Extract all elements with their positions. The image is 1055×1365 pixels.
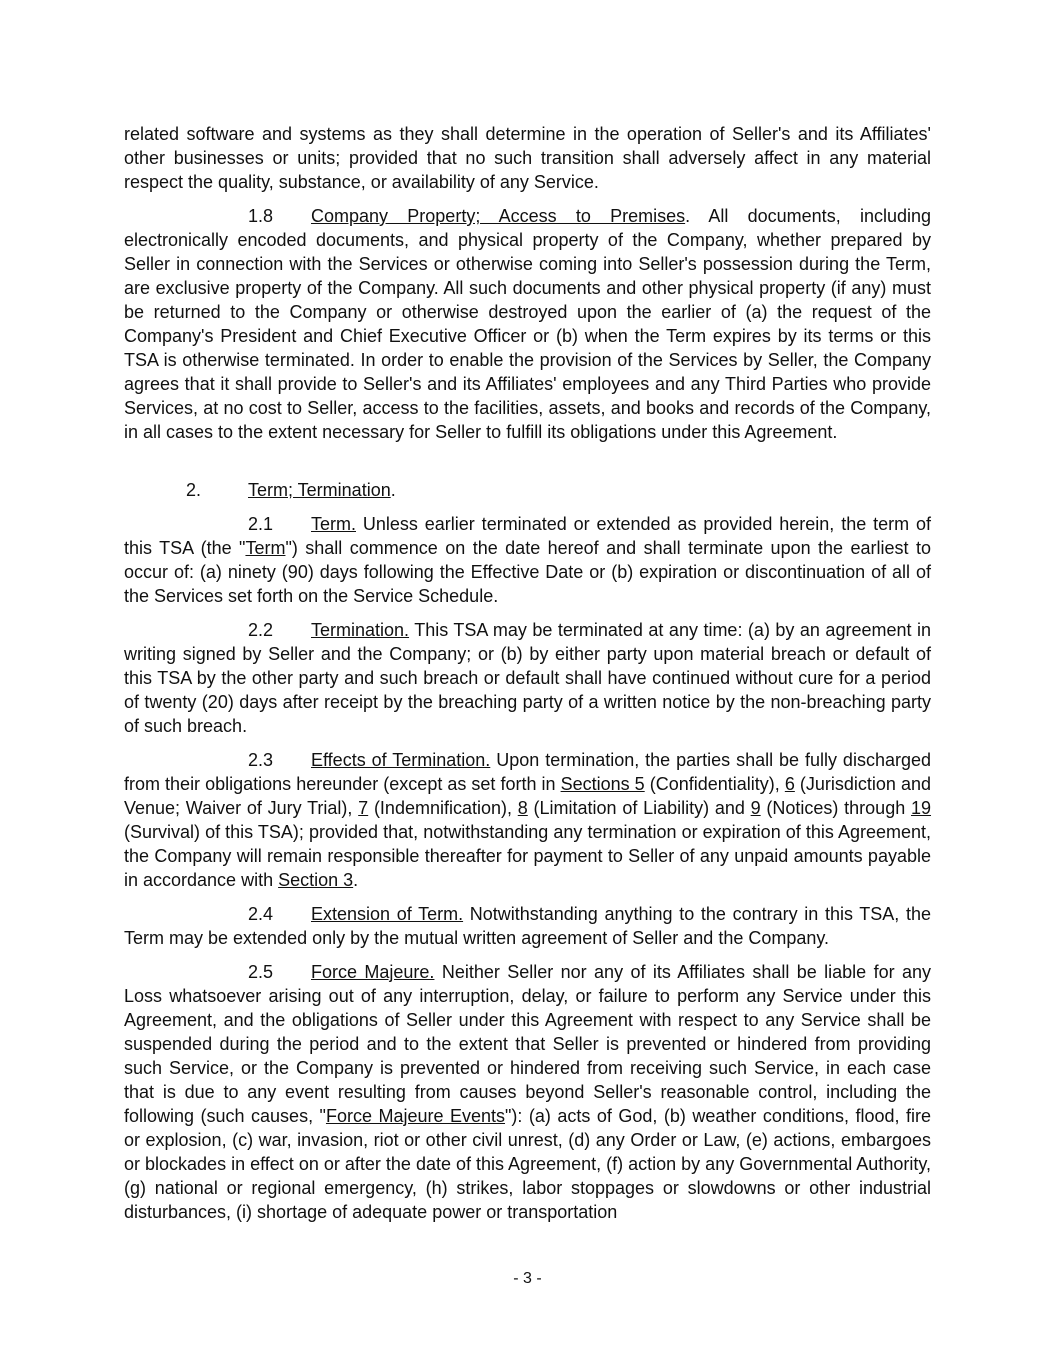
- section-2-3: 2.3 Effects of Termination. Upon termination, the parties shall be fully discharged from their obligations hereunder (except as set forth in Sections 5 (Confidentiality), 6 (Jurisdiction and Venue; Waiver of Jury Trial), 7 (Indemnification), 8 (Limitation of Liability) and 9 (Notices) through 19 (Survival) of this TSA); provided that, notwithstanding any termination or expiration of this Agreement, the Company will remain responsible thereafter for payment to Seller of any unpaid amounts payable in accordance with Section 3.: [124, 750, 932, 890]
- continued-paragraph: related software and systems as they shall determine in the operation of Seller's and its Affiliates' other businesses or units; provided that no such transition shall adversely affect in any material respect the quality, substance, or availability of any Service.: [124, 124, 931, 192]
- section-number: 2.1: [248, 514, 274, 534]
- document-page: [124, 122, 931, 1234]
- section-title: Term.: [311, 514, 356, 534]
- section-number: 2.4: [248, 904, 274, 924]
- section-2-1: 2.1 Term. Unless earlier terminated or extended as provided herein, the term of this TSA (the "Term") shall commence on the date hereof and shall terminate upon the earliest to occur of: (a) ninety (90) days following the Effective Date or (b) expiration or discontinuation of all of the Services set forth on the Service Schedule.: [124, 514, 932, 606]
- heading-title: Term; Termination: [248, 480, 391, 500]
- section-number: 2.3: [248, 750, 274, 770]
- cross-reference: 19: [910, 798, 932, 818]
- section-2-2: 2.2 Termination. This TSA may be terminated at any time: (a) by an agreement in writing signed by Seller and the Company; or (b) by either party upon material breach or default of this TSA by the other party and such breach or default shall have continued without cure for a period of twenty (20) days after receipt by the breaching party of a written notice by the non-breaching party of such breach.: [124, 620, 931, 736]
- cross-reference: 9: [750, 798, 761, 818]
- section-number: 2.5: [248, 962, 274, 982]
- section-2-4: 2.4 Extension of Term. Notwithstanding anything to the contrary in this TSA, the Term may be extended only by the mutual written agreement of Seller and the Company.: [124, 904, 931, 948]
- section-title: Effects of Termination.: [311, 750, 491, 770]
- cross-reference: 8: [517, 798, 528, 818]
- cross-reference: 7: [358, 798, 369, 818]
- page-number: - 3 -: [513, 1270, 542, 1287]
- section-title: Force Majeure.: [311, 962, 435, 982]
- defined-term: Force Majeure Events: [325, 1106, 506, 1126]
- cross-reference: 6: [784, 774, 795, 794]
- heading-number: 2.: [186, 480, 202, 500]
- section-title: Company Property; Access to Premises: [311, 206, 686, 226]
- section-title: Termination.: [311, 620, 410, 640]
- section-2-5: 2.5 Force Majeure. Neither Seller nor any of its Affiliates shall be liable for any Loss whatsoever arising out of any interruption, delay, or failure to perform any Service under this Agreement, and the obligations of Seller under this Agreement with respect to any Service shall be suspended during the period and to the extent that Seller is prevented or hindered from providing such Service, or the Company is prevented or hindered from receiving such Service, in each case that is due to any event resulting from causes beyond Seller's reasonable control, including the following (such causes, "Force Majeure Events"): (a) acts of God, (b) weather conditions, flood, fire or explosion, (c) war, invasion, riot or other civil unrest, (d) any Order or Law, (e) actions, embargoes or blockades in effect on or after the date of this Agreement, (f) action by any Governmental Authority, (g) national or regional emergency, (h) strikes, labor stoppages or slowdowns or other industrial disturbances, (i) shortage of adequate power or transportation: [124, 962, 931, 1222]
- section-number: 2.2: [248, 620, 274, 640]
- section-title: Extension of Term.: [311, 904, 464, 924]
- section-1-8: [124, 204, 931, 444]
- cross-reference: Section 3: [278, 870, 354, 890]
- cross-reference: Sections 5: [560, 774, 645, 794]
- section-body: . All documents, including electronically encoded documents, and physical property of the Company, whether prepared by Seller in connection with the Services or otherwise coming into Seller's possession during the Term, are exclusive property of the Company. All such documents and other physical property (if any) must be returned to the Company or otherwise destroyed upon the earlier of (a) the request of the Company's President and Chief Executive Officer or (b) when the Term expires by its terms or this TSA is otherwise terminated. In order to enable the provision of the Services by Seller, the Company agrees that it shall provide to Seller's and its Affiliates' employees and any Third Parties who provide Services, at no cost to Seller, access to the facilities, assets, and books and records of the Company, in all cases to the extent necessary for Seller to fulfill its obligations under this Agreement.: [124, 206, 931, 442]
- section-2-heading: 2. Term; Termination.: [124, 478, 931, 502]
- defined-term: Term: [245, 538, 286, 558]
- section-number: 1.8: [248, 206, 274, 226]
